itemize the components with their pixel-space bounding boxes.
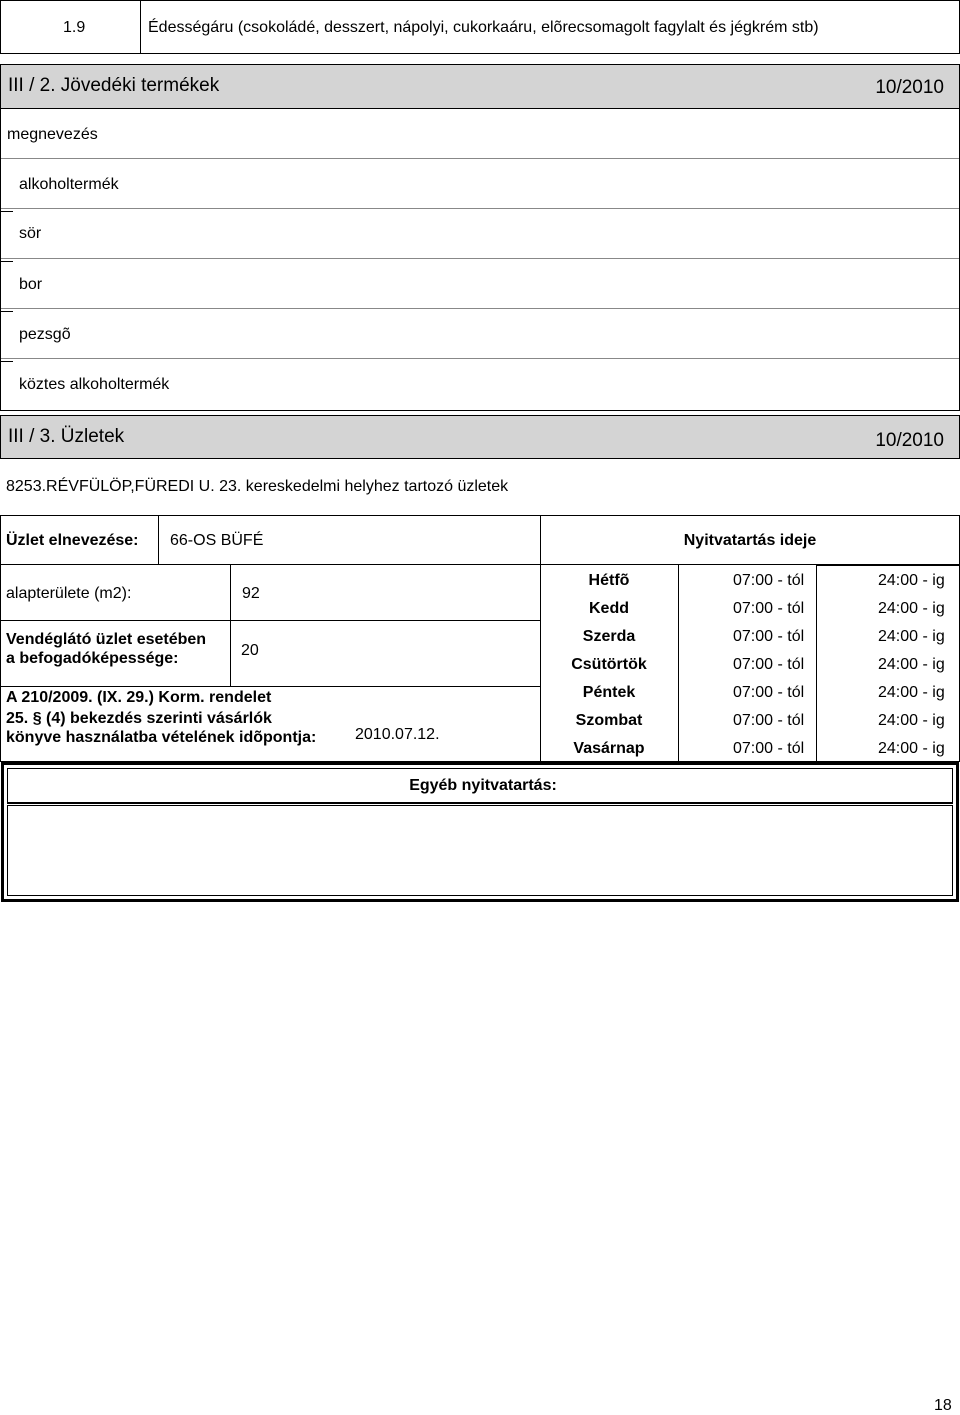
other-hours-field	[7, 805, 953, 896]
open-to: 24:00 - ig	[878, 600, 945, 617]
list-item: alkoholtermék	[19, 176, 119, 193]
page-number: 18	[934, 1397, 952, 1414]
shop-location: 8253.RÉVFÜLÖP,FÜREDI U. 23. kereskedelmi helyhez tartozó üzletek	[6, 478, 509, 495]
day-label: Vasárnap	[573, 740, 645, 757]
section-date: 10/2010	[875, 77, 944, 98]
day-label: Kedd	[589, 600, 629, 617]
open-to: 24:00 - ig	[878, 572, 945, 589]
shop-name: 66-OS BÜFÉ	[170, 532, 264, 549]
section-title: III / 3. Üzletek	[8, 426, 125, 447]
register-date: 2010.07.12.	[355, 726, 440, 743]
section-title: III / 2. Jövedéki termékek	[8, 75, 220, 96]
open-from: 07:00 - tól	[733, 600, 805, 617]
day-label: Szerda	[582, 628, 636, 645]
section-header-shops	[0, 415, 960, 459]
day-label: Szombat	[575, 712, 643, 729]
section-date: 10/2010	[875, 430, 944, 451]
other-hours-header	[7, 768, 953, 804]
list-item: bor	[19, 276, 43, 293]
open-to: 24:00 - ig	[878, 656, 945, 673]
row-number: 1.9	[63, 19, 86, 36]
open-to: 24:00 - ig	[878, 712, 945, 729]
area-value: 92	[242, 585, 260, 602]
capacity-value: 20	[241, 642, 259, 659]
other-hours-label: Egyéb nyitvatartás:	[409, 777, 557, 794]
section-header-excise	[0, 64, 960, 108]
list-item: sör	[19, 225, 42, 242]
open-from: 07:00 - tól	[733, 628, 805, 645]
capacity-label-2: a befogadóképessége:	[6, 650, 179, 667]
open-from: 07:00 - tól	[733, 684, 805, 701]
open-from: 07:00 - tól	[733, 572, 805, 589]
open-to: 24:00 - ig	[878, 628, 945, 645]
open-from: 07:00 - tól	[733, 740, 805, 757]
other-hours-block	[1, 762, 959, 902]
row-1-9	[0, 0, 960, 54]
register-label: A 210/2009. (IX. 29.) Korm. rendelet	[6, 689, 272, 706]
excise-products-table	[0, 108, 960, 411]
open-from: 07:00 - tól	[733, 656, 805, 673]
open-to: 24:00 - ig	[878, 740, 945, 757]
list-item: pezsgõ	[19, 326, 71, 343]
day-label: Csütörtök	[571, 656, 647, 673]
opening-hours-title: Nyitvatartás ideje	[683, 532, 817, 549]
register-label-3: könyve használatba vételének idõpontja:	[6, 729, 317, 746]
open-to: 24:00 - ig	[878, 684, 945, 701]
list-item: köztes alkoholtermék	[19, 376, 170, 393]
open-from: 07:00 - tól	[733, 712, 805, 729]
shop-name-label: Üzlet elnevezése:	[6, 532, 139, 549]
register-label-2: 25. § (4) bekezdés szerinti vásárlók	[6, 710, 272, 727]
row-label: Édességáru (csokoládé, desszert, nápolyi, cukorkaáru, elõrecsomagolt fagylalt és jégkrém stb)	[148, 19, 819, 36]
column-header: megnevezés	[7, 126, 98, 143]
area-label: alapterülete (m2):	[6, 585, 132, 602]
day-label: Péntek	[582, 684, 636, 701]
capacity-label: Vendéglátó üzlet esetében	[6, 631, 207, 648]
day-label: Hétfõ	[588, 572, 630, 589]
